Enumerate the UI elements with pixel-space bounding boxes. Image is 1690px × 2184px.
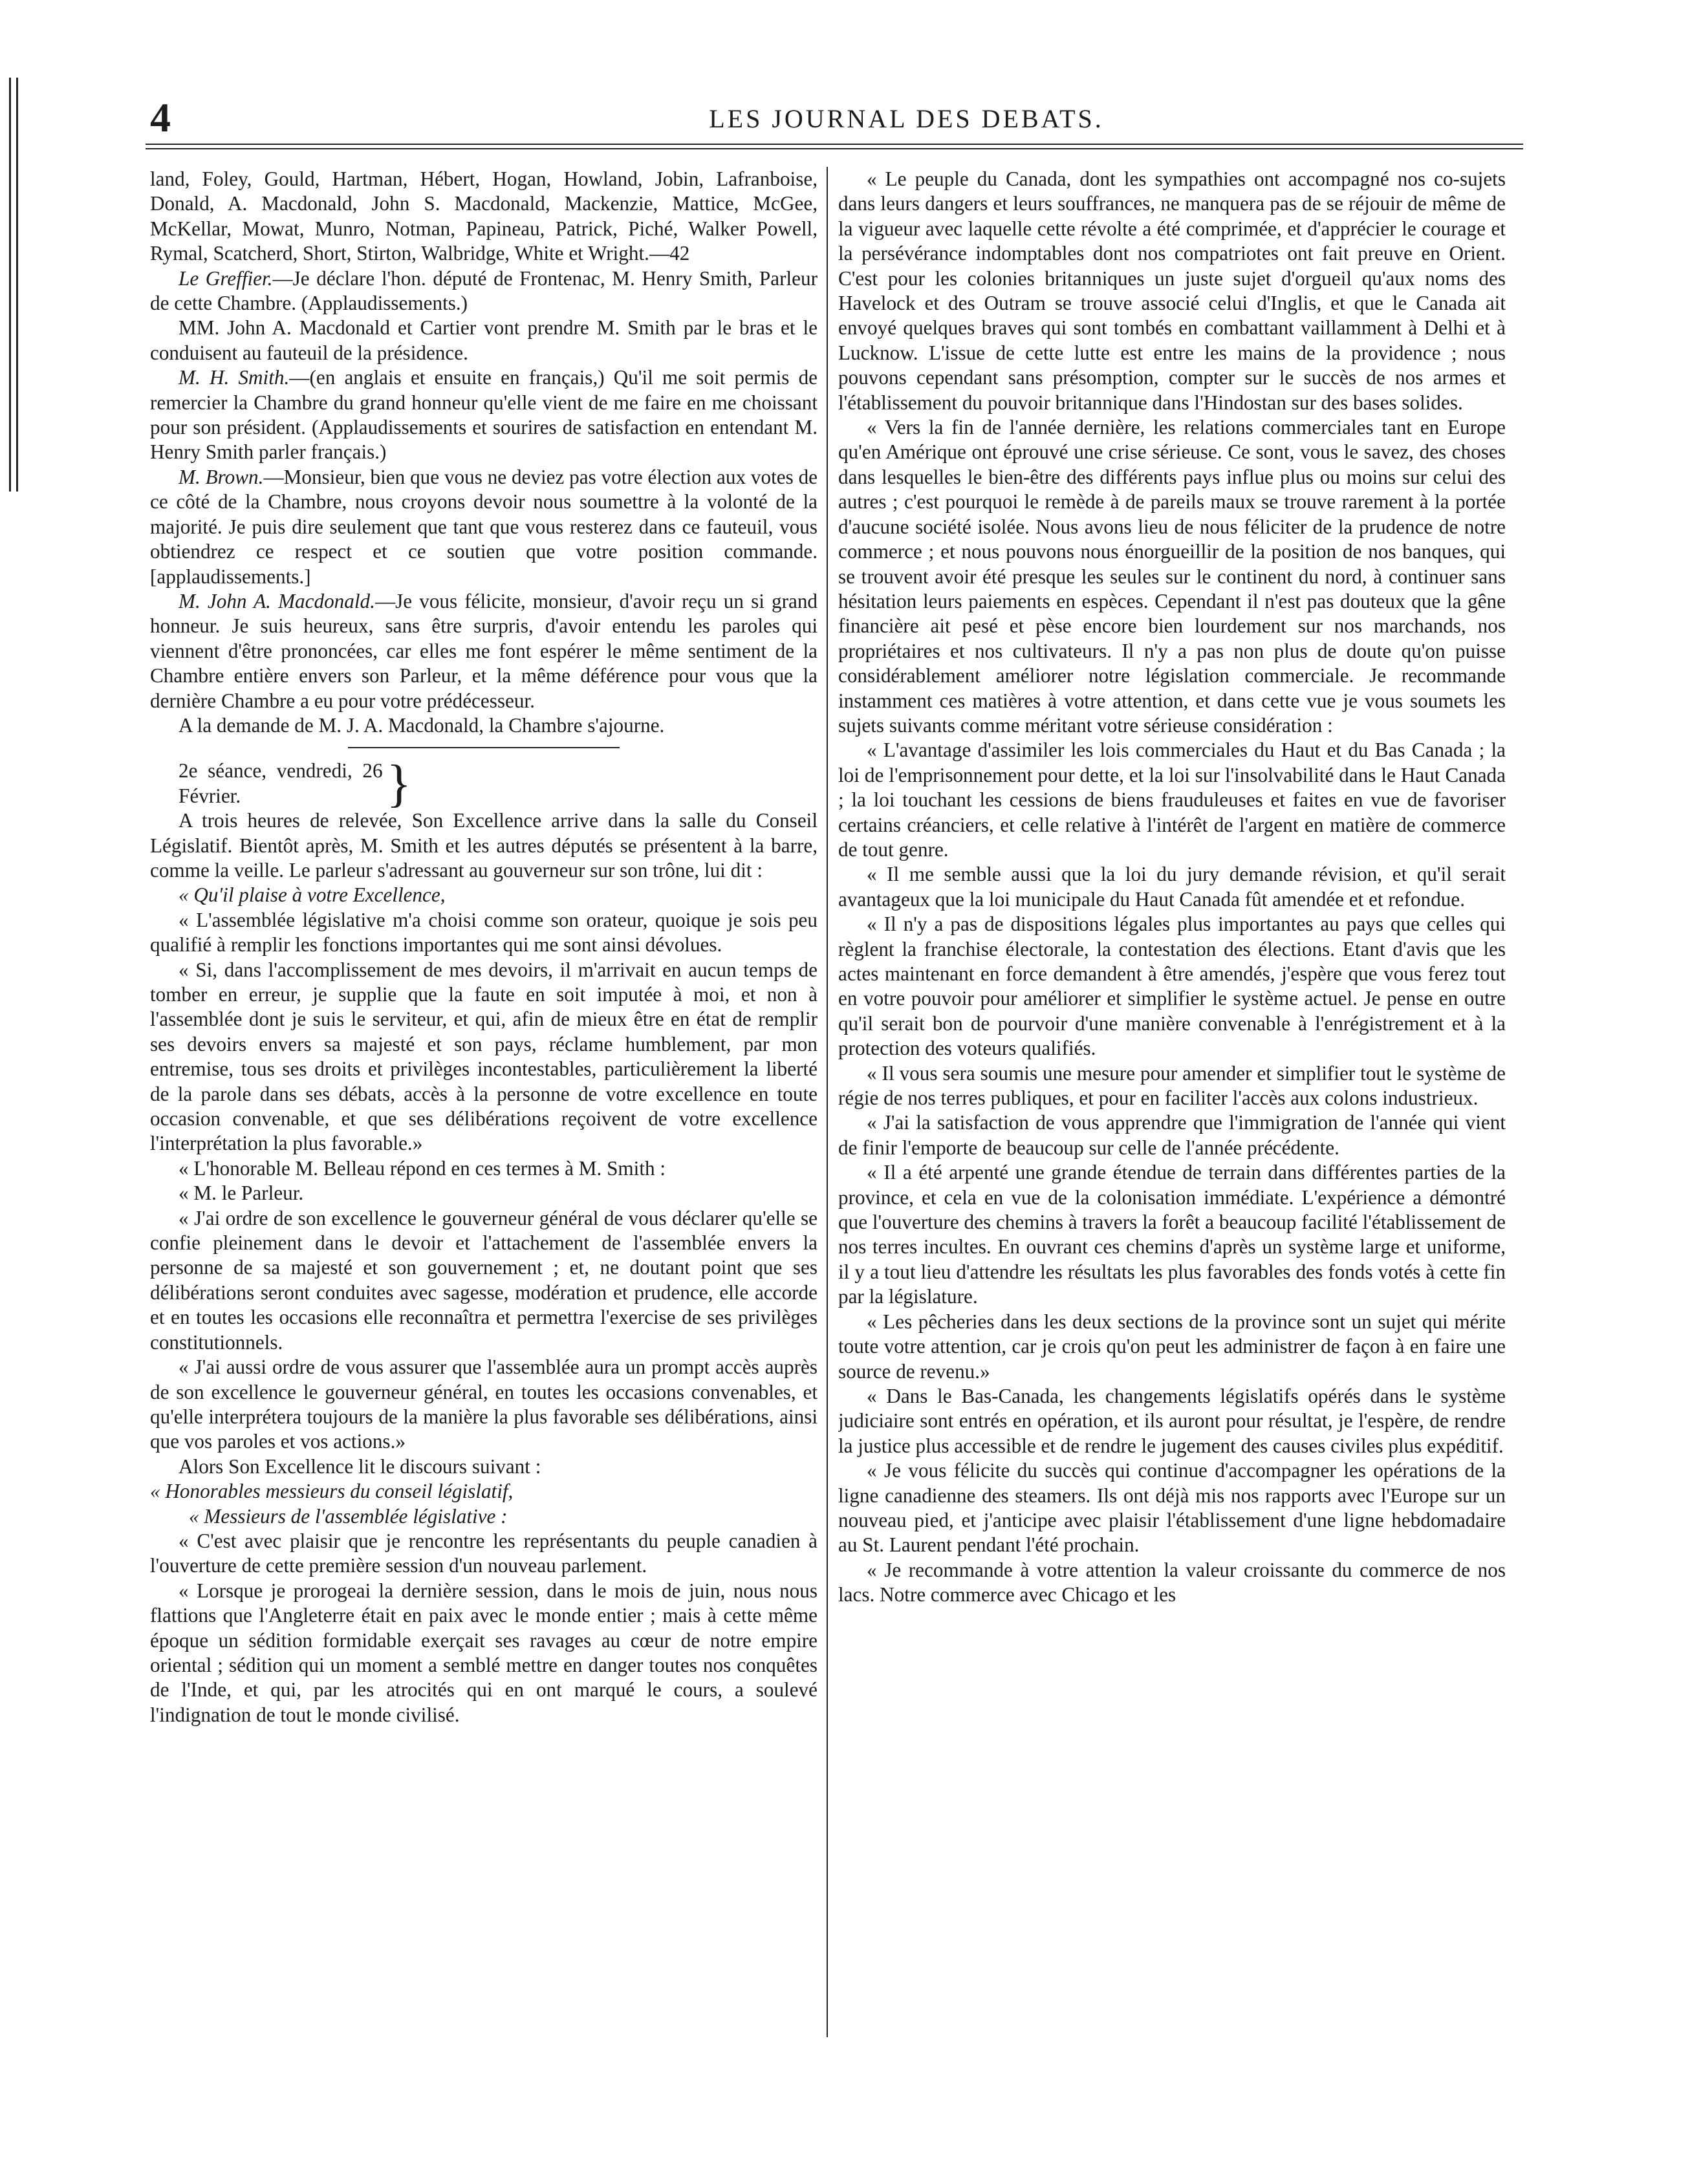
paragraph: [150, 589, 818, 713]
paragraph: [150, 365, 818, 465]
seance-text: 2e séance, vendredi, 26 Février.: [179, 759, 383, 807]
speech-text: —Je vous félicite, monsieur, d'avoir reçu un si grand honneur. Je suis heureux, sans être surpris, d'avoir entendu les paroles qui viennent d'être prononcées, car elles me font espérer le même sentiment de la Chambre entière envers son Parleur, et la même déférence pour vous que la dernière Chambre a eu pour votre prédécesseur.: [150, 589, 818, 712]
paragraph: A trois heures de relevée, Son Excellence arrive dans la salle du Conseil Législatif. Bientôt après, M. Smith et les autres députés se présentent à la barre, comme la veille. Le parleur s'adressant au gouverneur sur son trône, lui dit :: [150, 809, 818, 881]
speaker-name: M. H. Smith.: [179, 366, 290, 389]
paragraph: « L'honorable M. Belleau répond en ces termes à M. Smith :: [179, 1156, 666, 1180]
left-column: [150, 167, 818, 2120]
paragraph: « C'est avec plaisir que je rencontre les représentants du peuple canadien à l'ouverture de cette première session d'un nouveau parlement.: [150, 1529, 818, 1577]
paragraph: « Messieurs de l'assemblée législative :: [189, 1504, 508, 1528]
margin-mark: [9, 78, 18, 492]
right-column: [838, 167, 1506, 2120]
paragraph: « Lorsque je prorogeai la dernière session, dans le mois de juin, nous nous flattions que l'Angleterre était en paix avec le monde entier ; mais à cette même époque un sédition formidable exerçait ses ravages au cœur de notre empire oriental ; sédition qui un moment a semblé mettre en danger toutes nos conquêtes de l'Inde, et qui, par les atrocités qui en ont marqué le cours, a soulevé l'indignation de tout le monde civilisé.: [150, 1579, 818, 1726]
speaker-name: Le Greffier.: [179, 266, 273, 290]
paragraph: « Vers la fin de l'année dernière, les relations commerciales tant en Europe qu'en Amérique ont éprouvé une crise sérieuse. Ce sont, vous le savez, des choses dans lesquelles le bien-être des différents pays influe plus ou moins sur celui des autres ; c'est pourquoi le remède à de pareils maux se trouve rarement à la portée d'aucune société isolée. Nous avons lieu de nous féliciter de la prudence de notre commerce ; et nous pouvons nous énorgueillir de la position de nos banques, qui se trouvent avoir été presque les seules sur le continent du nord, à continuer sans hésitation leurs paiements en espèces. Cependant il n'est pas douteux que la gêne financière ait pesé et pèse encore bien lourdement sur nos marchands, nos propriétaires et nos cultivateurs. Il n'y a pas non plus de doute qu'on puisse considérablement améliorer notre législation commerciale. Je recommande instamment ces matières à votre attention, et dans cette vue je vous soumets les sujets suivants comme méritant votre sérieuse considération :: [838, 416, 1506, 737]
paragraph: Alors Son Excellence lit le discours suivant :: [179, 1454, 541, 1478]
seance-brace: }: [386, 755, 411, 812]
paragraph: « J'ai aussi ordre de vous assurer que l'assemblée aura un prompt accès auprès de son excellence le gouverneur général, en toutes les occasions convenables, et qu'elle interprétera toujours de la manière la plus favorable ses délibérations, ainsi que vos paroles et vos actions.»: [150, 1356, 818, 1453]
paragraph: « L'assemblée législative m'a choisi comme son orateur, quoique je sois peu qualifié à remplir les fonctions importantes qui me sont ainsi dévolues.: [150, 908, 818, 957]
page-number: 4: [150, 94, 171, 140]
paragraph: « Il n'y a pas de dispositions légales plus importantes au pays que celles qui règlent la franchise électorale, la contestation des élections. Etant d'avis que les actes maintenant en force demandent à être amendés, j'espère que vous ferez tout en votre pouvoir pour améliorer et simplifier le système actuel. Je pense en outre qu'il serait bon de pourvoir d'une manière convenable à l'enrégistrement et à la protection des voteurs qualifiés.: [838, 913, 1506, 1060]
paragraph: MM. John A. Macdonald et Cartier vont prendre M. Smith par le bras et le conduisent au fauteuil de la présidence.: [150, 316, 818, 364]
paragraph: « L'avantage d'assimiler les lois commerciales du Haut et du Bas Canada ; la loi de l'emprisonnement pour dette, et la loi sur l'insolvabilité dans le Haut Canada ; la loi touchant les cessions de biens frauduleuses et faites en vue de favoriser certains créanciers, et celle relative à l'intérêt de l'argent en matière de commerce de tout genre.: [838, 739, 1506, 861]
paragraph: « Je recommande à votre attention la valeur croissante du commerce de nos lacs. Notre commerce avec Chicago et les: [838, 1558, 1506, 1606]
paragraph: « Dans le Bas-Canada, les changements législatifs opérés dans le système judiciaire sont entrés en opération, et ils auront pour résultat, je l'espère, de rendre la justice plus accessible et de rendre le jugement des causes civiles plus expéditif.: [838, 1384, 1506, 1457]
speech-text: —Je déclare l'hon. député de Frontenac, M. Henry Smith, Parleur de cette Chambre. (Applaudissements.): [150, 266, 818, 315]
paragraph: « Si, dans l'accomplissement de mes devoirs, il m'arrivait en aucun temps de tomber en erreur, je supplie que la faute en soit imputée à moi, et non à l'assemblée dont je suis le serviteur, et qui, afin de mieux être en état de remplir ses devoirs envers sa majesté et son pays, réclame humblement, par mon entremise, tous ses droits et privilèges incontestables, particulièrement la liberté de la parole dans ses débats, accès à la personne de votre excellence en toute occasion convenable, et que ses délibérations reçoivent de votre excellence l'interprétation la plus favorable.»: [150, 958, 818, 1155]
speaker-name: M. John A. Macdonald.: [179, 589, 375, 612]
seance-heading: [179, 755, 411, 812]
paragraph: « Il me semble aussi que la loi du jury demande révision, et qu'il serait avantageux que la loi municipale du Haut Canada fût amendée et et refondue.: [838, 863, 1506, 911]
running-title: LES JOURNAL DES DEBATS.: [709, 104, 1104, 133]
speech-text: —(en anglais et ensuite en français,) Qu'il me soit permis de remercier la Chambre du grand honneur qu'elle vient de me faire en me choissant pour son président. (Applaudissements et sourires de satisfaction en entendant M. Henry Smith parler français.): [150, 366, 818, 464]
paragraph: « J'ai la satisfaction de vous apprendre que l'immigration de l'année qui vient de finir l'emporte de beaucoup sur celle de l'année précédente.: [838, 1111, 1506, 1159]
paragraph: [150, 266, 818, 316]
paragraph: « M. le Parleur.: [179, 1182, 304, 1205]
paragraph: « Je vous félicite du succès qui continue d'accompagner les opérations de la ligne canadienne des steamers. Ils ont déjà mis nos rapports avec l'Europe sur un nouveau pied, et j'anticipe avec plaisir l'établissement d'une ligne hebdomadaire au St. Laurent pendant l'été prochain.: [838, 1459, 1506, 1557]
paragraph: land, Foley, Gould, Hartman, Hébert, Hogan, Howland, Jobin, Lafranboise, Donald, A. Macdonald, John S. Macdonald, Mackenzie, Mattice, McGee, McKellar, Mowat, Munro, Notman, Papineau, Patrick, Piché, Walker Powell, Rymal, Scatcherd, Short, Stirton, Walbridge, White et Wright.—42: [150, 168, 818, 265]
speaker-name: M. Brown.: [179, 465, 264, 488]
paragraph: « Les pêcheries dans les deux sections de la province sont un sujet qui mérite toute votre attention, car je crois qu'on peut les administrer de façon à en faire une source de revenu.»: [838, 1310, 1506, 1383]
section-divider: [348, 747, 620, 748]
paragraph: « Honorables messieurs du conseil législatif,: [150, 1480, 514, 1503]
header-rule-top: [146, 144, 1523, 145]
column-divider: [827, 167, 828, 2037]
paragraph: « Le peuple du Canada, dont les sympathies ont accompagné nos co-sujets dans leurs dangers et leurs souffrances, ne manquera pas de se réjouir de même de la vigueur avec laquelle cette révolte a été comprimée, et d'apprécier le courage et la persévérance indomptables dont nos compatriotes ont fait preuve en Orient. C'est pour les colonies britanniques un juste sujet d'orgueil qu'aux noms des Havelock et des Outram se trouve associé celui d'Inglis, et que le Canada ait envoyé quelques braves qui sont tombés en combattant vaillamment à Delhi et à Lucknow. L'issue de cette lutte est entre les mains de la providence ; nous pouvons cependant sans présomption, compter sur le succès de nos armes et l'établissement du pouvoir britannique dans l'Hindostan sur des bases solides.: [838, 168, 1506, 414]
header-rule-bottom: [146, 148, 1523, 149]
paragraph: « Il a été arpenté une grande étendue de terrain dans différentes parties de la province, et cela en vue de la colonisation immédiate. L'expérience a démontré que l'ouverture des chemins à travers la forêt a beaucoup facilité l'établissement de nos terres incultes. En ouvrant ces chemins d'après un système large et uniforme, il y a tout lieu d'attendre les résultats les plus favorables des fonds votés à cette fin par la législature.: [838, 1161, 1506, 1308]
paragraph: « Il vous sera soumis une mesure pour amender et simplifier tout le système de régie de nos terres publiques, et pour en faciliter l'accès aux colons industrieux.: [838, 1061, 1506, 1110]
paragraph: [150, 465, 818, 589]
paragraph: A la demande de M. J. A. Macdonald, la Chambre s'ajourne.: [179, 713, 665, 737]
speech-text: —Monsieur, bien que vous ne deviez pas votre élection aux votes de ce côté de la Chambre, nous croyons devoir nous soumettre à la volonté de la majorité. Je puis dire seulement que tant que vous resterez dans ce fauteuil, vous obtiendrez ce respect et ce soutien que votre position commande. [applaudissements.]: [150, 465, 818, 588]
paragraph: « Qu'il plaise à votre Excellence,: [179, 883, 446, 907]
paragraph: « J'ai ordre de son excellence le gouverneur général de vous déclarer qu'elle se confie pleinement dans le devoir et l'attachement de l'assemblée envers la personne de sa majesté et son gouvernement ; et, ne doutant point que ses délibérations seront conduites avec sagesse, modération et prudence, elle accorde et en toutes les occasions elle reconnaîtra et permettra l'exercise de ses privilèges constitutionnels.: [150, 1206, 818, 1354]
